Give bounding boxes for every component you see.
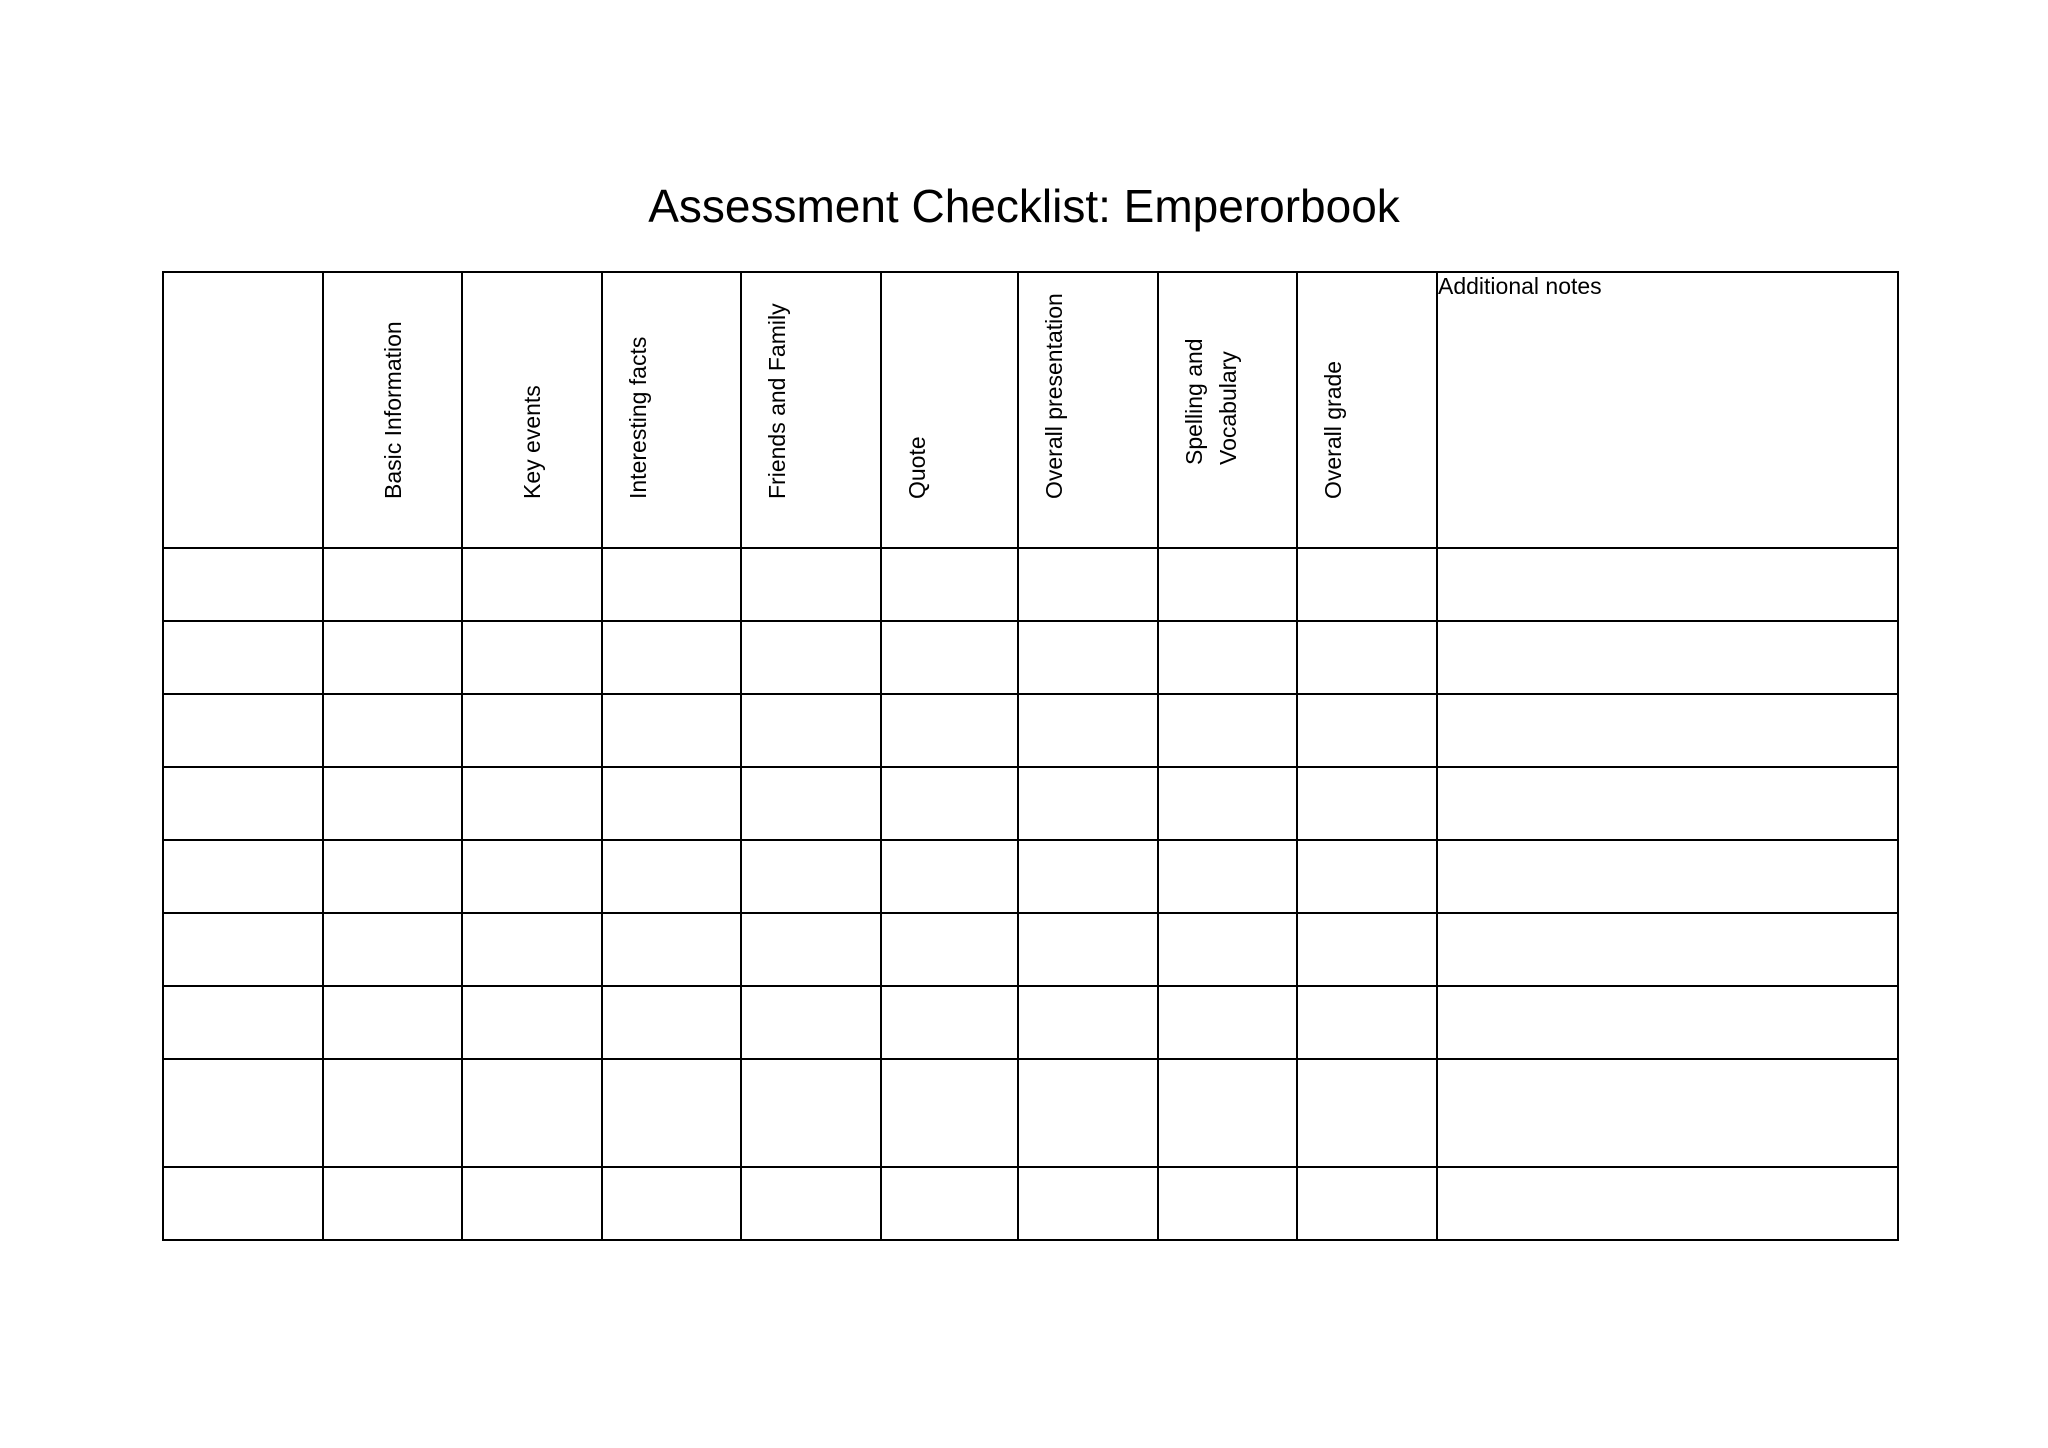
checklist-cell[interactable] <box>163 913 323 986</box>
header-row <box>163 272 1898 548</box>
assessment-table <box>162 271 1899 1241</box>
checklist-cell[interactable] <box>1437 913 1898 986</box>
checklist-cell[interactable] <box>163 986 323 1059</box>
checklist-cell[interactable] <box>462 694 602 767</box>
checklist-cell[interactable] <box>462 913 602 986</box>
table-row <box>163 694 1898 767</box>
header-label: Interesting facts <box>625 336 651 499</box>
checklist-cell[interactable] <box>323 840 462 913</box>
checklist-cell[interactable] <box>1158 986 1297 1059</box>
checklist-cell[interactable] <box>741 840 881 913</box>
table-row <box>163 986 1898 1059</box>
checklist-cell[interactable] <box>323 767 462 840</box>
checklist-cell[interactable] <box>1437 767 1898 840</box>
checklist-cell[interactable] <box>1158 621 1297 694</box>
checklist-cell[interactable] <box>323 913 462 986</box>
header-additional-notes: Additional notes <box>1437 272 1898 548</box>
table-body <box>163 548 1898 1240</box>
checklist-cell[interactable] <box>1018 767 1158 840</box>
checklist-cell[interactable] <box>323 1059 462 1167</box>
checklist-cell[interactable] <box>1018 840 1158 913</box>
checklist-cell[interactable] <box>602 986 741 1059</box>
checklist-cell[interactable] <box>741 548 881 621</box>
checklist-cell[interactable] <box>1297 986 1437 1059</box>
checklist-cell[interactable] <box>1297 548 1437 621</box>
checklist-cell[interactable] <box>462 548 602 621</box>
checklist-cell[interactable] <box>1158 548 1297 621</box>
checklist-cell[interactable] <box>741 913 881 986</box>
checklist-cell[interactable] <box>881 913 1018 986</box>
checklist-cell[interactable] <box>1297 621 1437 694</box>
header-interesting-facts <box>602 272 741 548</box>
checklist-cell[interactable] <box>881 548 1018 621</box>
checklist-cell[interactable] <box>323 621 462 694</box>
checklist-cell[interactable] <box>1158 767 1297 840</box>
checklist-cell[interactable] <box>1297 1167 1437 1240</box>
checklist-cell[interactable] <box>1018 913 1158 986</box>
table-row <box>163 913 1898 986</box>
header-label: Overall presentation <box>1041 293 1067 499</box>
checklist-cell[interactable] <box>602 621 741 694</box>
checklist-cell[interactable] <box>1018 548 1158 621</box>
checklist-cell[interactable] <box>1437 840 1898 913</box>
header-spelling-and-vocabulary <box>1158 272 1297 548</box>
table-row <box>163 621 1898 694</box>
checklist-cell[interactable] <box>163 1059 323 1167</box>
checklist-cell[interactable] <box>462 986 602 1059</box>
checklist-cell[interactable] <box>323 1167 462 1240</box>
checklist-cell[interactable] <box>1297 840 1437 913</box>
checklist-cell[interactable] <box>1297 913 1437 986</box>
table-row <box>163 1167 1898 1240</box>
header-label: Key events <box>519 385 545 499</box>
checklist-cell[interactable] <box>1437 694 1898 767</box>
checklist-cell[interactable] <box>1158 1059 1297 1167</box>
table-row <box>163 1059 1898 1167</box>
table-row <box>163 767 1898 840</box>
checklist-cell[interactable] <box>1018 621 1158 694</box>
table-row <box>163 548 1898 621</box>
header-label: Spelling and Vocabulary <box>1181 338 1241 465</box>
checklist-cell[interactable] <box>741 767 881 840</box>
checklist-cell[interactable] <box>1437 548 1898 621</box>
header-name-column <box>163 272 323 548</box>
checklist-cell[interactable] <box>462 1059 602 1167</box>
checklist-cell[interactable] <box>1158 1167 1297 1240</box>
checklist-cell[interactable] <box>1437 986 1898 1059</box>
header-basic-information <box>323 272 462 548</box>
checklist-cell[interactable] <box>602 1167 741 1240</box>
checklist-cell[interactable] <box>1018 694 1158 767</box>
checklist-cell[interactable] <box>462 767 602 840</box>
checklist-cell[interactable] <box>881 767 1018 840</box>
checklist-cell[interactable] <box>741 1167 881 1240</box>
checklist-cell[interactable] <box>323 548 462 621</box>
header-overall-grade <box>1297 272 1437 548</box>
checklist-cell[interactable] <box>1297 767 1437 840</box>
checklist-cell[interactable] <box>881 986 1018 1059</box>
checklist-cell[interactable] <box>1297 694 1437 767</box>
checklist-cell[interactable] <box>881 1167 1018 1240</box>
checklist-cell[interactable] <box>1158 840 1297 913</box>
checklist-cell[interactable] <box>602 694 741 767</box>
checklist-cell[interactable] <box>1437 1059 1898 1167</box>
header-label: Overall grade <box>1320 360 1346 499</box>
checklist-cell[interactable] <box>1297 1059 1437 1167</box>
checklist-cell[interactable] <box>881 1059 1018 1167</box>
checklist-cell[interactable] <box>1158 913 1297 986</box>
checklist-cell[interactable] <box>602 840 741 913</box>
checklist-cell[interactable] <box>741 1059 881 1167</box>
page-title: Assessment Checklist: Emperorbook <box>648 180 1400 232</box>
header-key-events <box>462 272 602 548</box>
header-overall-presentation <box>1018 272 1158 548</box>
table-row <box>163 840 1898 913</box>
checklist-cell[interactable] <box>1018 1167 1158 1240</box>
header-friends-and-family <box>741 272 881 548</box>
checklist-cell[interactable] <box>163 548 323 621</box>
checklist-cell[interactable] <box>881 621 1018 694</box>
header-label: Quote <box>904 436 930 499</box>
checklist-cell[interactable] <box>1437 621 1898 694</box>
checklist-cell[interactable] <box>163 621 323 694</box>
checklist-cell[interactable] <box>741 986 881 1059</box>
checklist-cell[interactable] <box>741 694 881 767</box>
checklist-cell[interactable] <box>323 694 462 767</box>
checklist-cell[interactable] <box>602 767 741 840</box>
checklist-cell[interactable] <box>163 1167 323 1240</box>
checklist-cell[interactable] <box>1437 1167 1898 1240</box>
checklist-cell[interactable] <box>323 986 462 1059</box>
checklist-cell[interactable] <box>602 913 741 986</box>
header-label: Friends and Family <box>764 303 790 499</box>
checklist-cell[interactable] <box>163 840 323 913</box>
checklist-cell[interactable] <box>1018 1059 1158 1167</box>
header-quote <box>881 272 1018 548</box>
checklist-cell[interactable] <box>741 621 881 694</box>
checklist-cell[interactable] <box>462 1167 602 1240</box>
checklist-cell[interactable] <box>163 694 323 767</box>
checklist-cell[interactable] <box>602 1059 741 1167</box>
checklist-cell[interactable] <box>1018 986 1158 1059</box>
checklist-cell[interactable] <box>1158 694 1297 767</box>
checklist-cell[interactable] <box>462 840 602 913</box>
checklist-cell[interactable] <box>881 694 1018 767</box>
checklist-cell[interactable] <box>602 548 741 621</box>
header-label: Basic Information <box>379 321 406 499</box>
checklist-cell[interactable] <box>881 840 1018 913</box>
checklist-cell[interactable] <box>163 767 323 840</box>
checklist-cell[interactable] <box>462 621 602 694</box>
